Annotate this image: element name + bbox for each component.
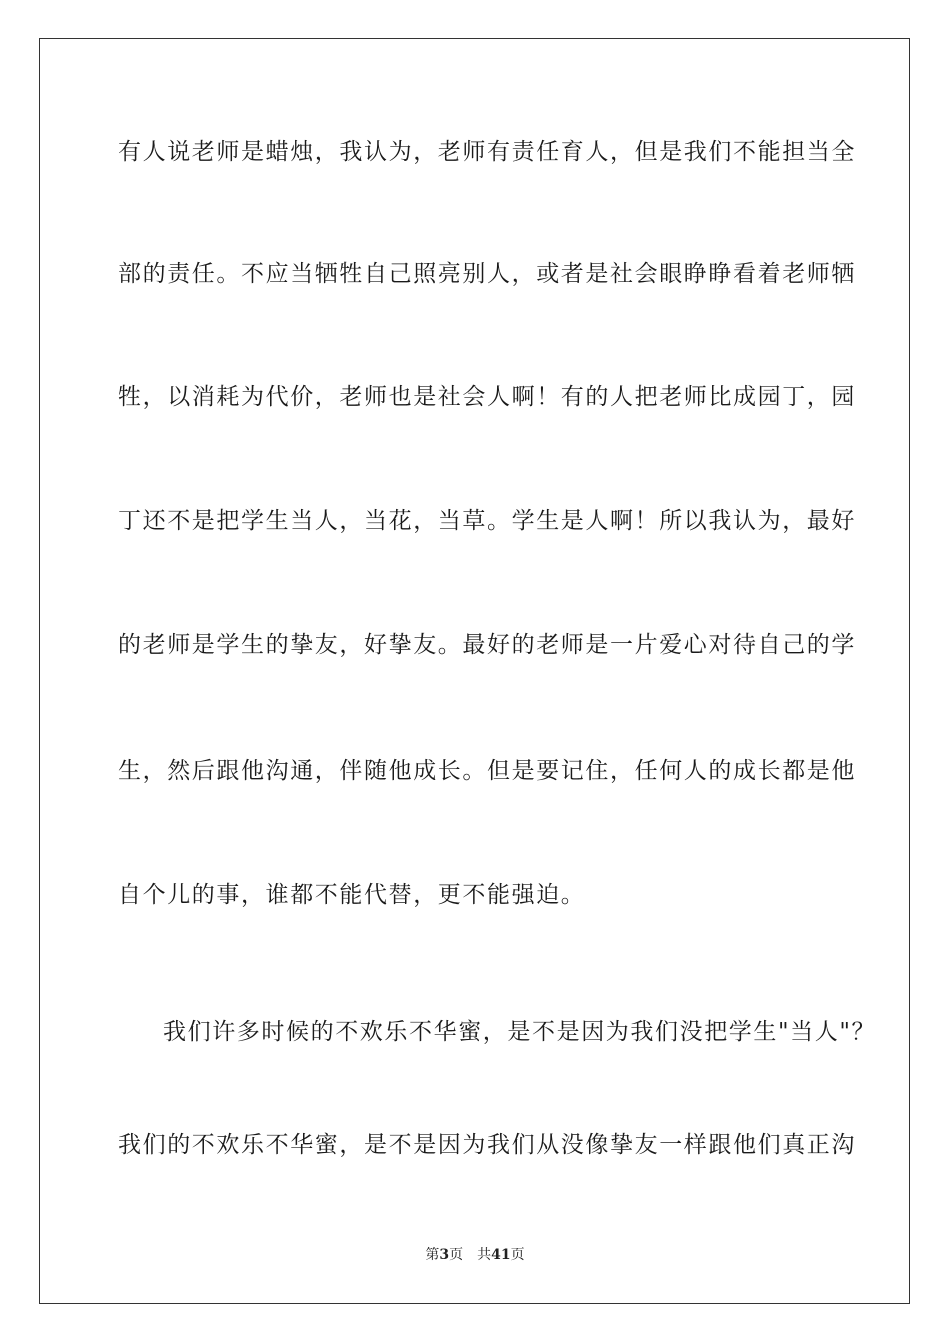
text-line: 生，然后跟他沟通，伴随他成长。但是要记住，任何人的成长都是他	[118, 758, 856, 784]
text-line: 有人说老师是蜡烛，我认为，老师有责任育人，但是我们不能担当全	[118, 139, 856, 165]
page-suffix: 页	[449, 1247, 464, 1263]
page-number: 3	[439, 1247, 450, 1263]
total-pages: 41	[491, 1247, 511, 1263]
text-line: 我们的不欢乐不华蜜，是不是因为我们从没像挚友一样跟他们真正沟	[118, 1132, 856, 1158]
paragraph-first-line: 我们许多时候的不欢乐不华蜜，是不是因为我们没把学生"当人"？	[163, 1019, 877, 1045]
page-border	[39, 38, 910, 1304]
text-line: 的老师是学生的挚友，好挚友。最好的老师是一片爱心对待自己的学	[118, 632, 856, 658]
text-line: 部的责任。不应当牺牲自己照亮别人，或者是社会眼睁睁看着老师牺	[118, 261, 856, 287]
page-footer	[0, 1245, 950, 1265]
text-line: 牲，以消耗为代价，老师也是社会人啊！有的人把老师比成园丁，园	[118, 384, 856, 410]
text-line: 丁还不是把学生当人，当花，当草。学生是人啊！所以我认为，最好	[118, 508, 856, 534]
page-prefix: 第	[425, 1247, 440, 1263]
text-line: 自个儿的事，谁都不能代替，更不能强迫。	[118, 882, 586, 908]
total-prefix: 共	[477, 1247, 492, 1263]
total-suffix: 页	[510, 1247, 525, 1263]
